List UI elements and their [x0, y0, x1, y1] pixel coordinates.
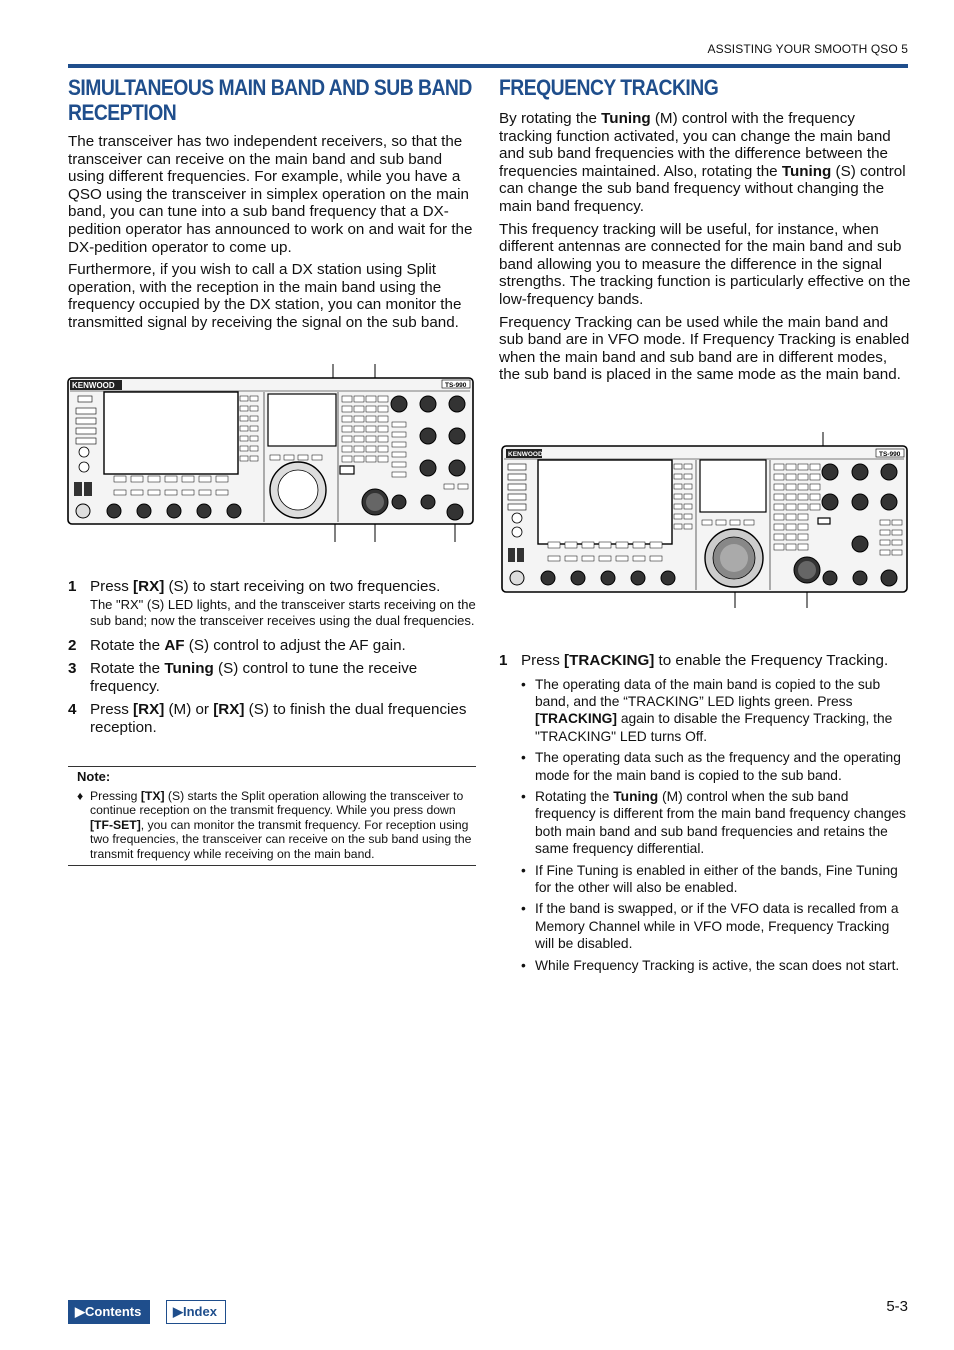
brand-logo: KENWOOD: [72, 381, 115, 390]
left-section-title: SIMULTANEOUS MAIN BAND AND SUB BAND RECEPTION: [68, 75, 472, 125]
note-title: Note:: [77, 769, 111, 784]
bullet-dot-icon: •: [521, 750, 526, 766]
transceiver-front-panel-figure-right: [500, 430, 910, 610]
right-step-1: [499, 652, 911, 670]
index-link-button[interactable]: [166, 1300, 226, 1324]
step-text: Press: [521, 652, 565, 669]
bullet-item: • The operating data of the main band is copied to the sub band, and the “TRACKING” LED lights green. Press [TRACKING] again to disable the Frequency Tracking, the "TRACKING" LED turns Off.: [521, 676, 893, 744]
note-text: , you can monitor the transmit frequency. For reception using two frequencies, the transceiver can receive on the sub band using the transmit frequency while receiving on the main band.: [90, 817, 472, 861]
bullet-dot-icon: •: [521, 789, 526, 805]
tracking-key-ref: [TRACKING]: [564, 652, 655, 669]
header-rule: [68, 64, 908, 68]
contents-link-label: Contents: [85, 1304, 142, 1319]
play-arrow-icon: ▶: [173, 1304, 183, 1319]
tf-set-key-ref: [TF-SET]: [90, 817, 141, 832]
diamond-bullet-icon: ♦: [77, 788, 84, 803]
play-arrow-icon: ▶: [75, 1304, 85, 1319]
note-text: Pressing: [90, 788, 141, 803]
left-step-1: [68, 578, 476, 629]
step-text: (S) to finish the dual frequencies reception.: [90, 701, 467, 736]
note-box: [68, 766, 476, 866]
tracking-key-ref: [TRACKING]: [535, 711, 617, 727]
step-number: 3: [68, 660, 77, 678]
step-text: Rotate the: [90, 660, 165, 678]
bullet-item: • The operating data such as the frequency and the operating mode for the main band is copied to the sub band.: [521, 750, 901, 783]
right-para-1: By rotating the Tuning (M) control with the frequency tracking function activated, you can change the main band and sub band frequencies with the difference between the frequencies maintained. Also, rotating the Tuning (S) control can change the sub band frequency without changing the main band frequency.: [499, 110, 906, 215]
left-step-3: [68, 660, 476, 695]
right-steps: [499, 652, 911, 978]
step-text: Rotate the: [90, 636, 165, 654]
step-number: 4: [68, 701, 77, 719]
right-section-title: FREQUENCY TRACKING: [499, 75, 719, 100]
step-text: (S) control to adjust the AF gain.: [184, 636, 406, 654]
model-label: TS-990: [879, 451, 901, 458]
model-label: TS-990: [445, 382, 467, 389]
brand-logo: KENWOOD: [508, 451, 543, 458]
step-text: (S) to start receiving on two frequencies.: [164, 578, 441, 595]
transceiver-front-panel-figure-left: [66, 360, 476, 546]
page-number: 5-3: [886, 1298, 908, 1315]
bullet-item: • Rotating the Tuning (M) control when the sub band frequency is different from the main band frequency changes both main band and sub band frequencies and retains the same frequency differential.: [521, 789, 906, 857]
rx-key-ref: [RX]: [133, 578, 165, 595]
left-step-4: [68, 701, 476, 736]
step-text: Press: [90, 701, 134, 719]
rx-key-ref: [RX]: [133, 701, 165, 719]
left-para-2: Furthermore, if you wish to call a DX station using Split operation, with the reception in the main band using the frequency occupied by the DX station, you can monitor the transmitted signal by receiving the signal on the sub band.: [68, 261, 462, 331]
step-text: to enable the Frequency Tracking.: [654, 652, 889, 669]
left-para-1: The transceiver has two independent receivers, so that the transceiver can receive on the main band and sub band using different frequencies. For example, while you have a QSO using the transceiver in simplex operation on the main band, you can tune into a sub band frequency that a DX-pedition operator has announced to work on and wait for the DX-pedition operator to come up.: [68, 133, 473, 256]
tuning-control-ref: Tuning: [601, 110, 651, 127]
tuning-control-ref: Tuning: [164, 660, 214, 678]
step-number: 1: [68, 578, 77, 595]
af-control-ref: AF: [164, 636, 185, 654]
right-intro: [499, 110, 911, 389]
bullet-dot-icon: •: [521, 676, 526, 692]
note-item: [68, 789, 476, 862]
bullet-dot-icon: •: [521, 957, 526, 973]
note-text: (S) starts the Split operation allowing the transceiver to continue reception on the transmit frequency. While you press down: [90, 788, 464, 817]
bullet-dot-icon: •: [521, 901, 526, 917]
index-link-label: Index: [183, 1304, 217, 1319]
step-number: 1: [499, 652, 508, 669]
tuning-control-ref: Tuning: [613, 789, 659, 805]
running-header: ASSISTING YOUR SMOOTH QSO 5: [707, 42, 908, 56]
step-text: (M) or: [164, 701, 214, 719]
tx-key-ref: [TX]: [140, 788, 165, 803]
step-number: 2: [68, 636, 77, 654]
contents-link-button[interactable]: [68, 1300, 150, 1324]
left-intro: [68, 133, 480, 337]
bullet-item: • If Fine Tuning is enabled in either of the bands, Fine Tuning for the other will also be enabled.: [521, 862, 898, 896]
left-steps: [68, 578, 476, 743]
step-text: (S) control to tune the receive frequency.: [90, 660, 418, 695]
right-para-2: This frequency tracking will be useful, for instance, when different antennas are connected for the main band and sub band allowing you to measure the difference in the signal strengths. The tracking function is particularly effective on the low-frequency bands.: [499, 220, 911, 308]
right-para-3: Frequency Tracking can be used while the main band and sub band are in VFO mode. If Frequency Tracking is enabled when the main band and sub band are in different modes, the sub band is placed in the same mode as the main band.: [499, 313, 910, 384]
bullet-item: • If the band is swapped, or if the VFO data is recalled from a Memory Channel while in VFO mode, Frequency Tracking will be disabled.: [521, 901, 899, 952]
step-text: Press: [90, 578, 134, 595]
left-step-2: [68, 637, 476, 655]
tuning-control-ref: Tuning: [781, 162, 832, 180]
bullet-dot-icon: •: [521, 862, 526, 878]
rx-key-ref: [RX]: [213, 701, 245, 719]
step-detail: The "RX" (S) LED lights, and the transceiver starts receiving on the sub band; now the transceiver receives using the dual frequencies.: [90, 596, 476, 628]
bullet-item: • While Frequency Tracking is active, the scan does not start.: [521, 957, 900, 973]
